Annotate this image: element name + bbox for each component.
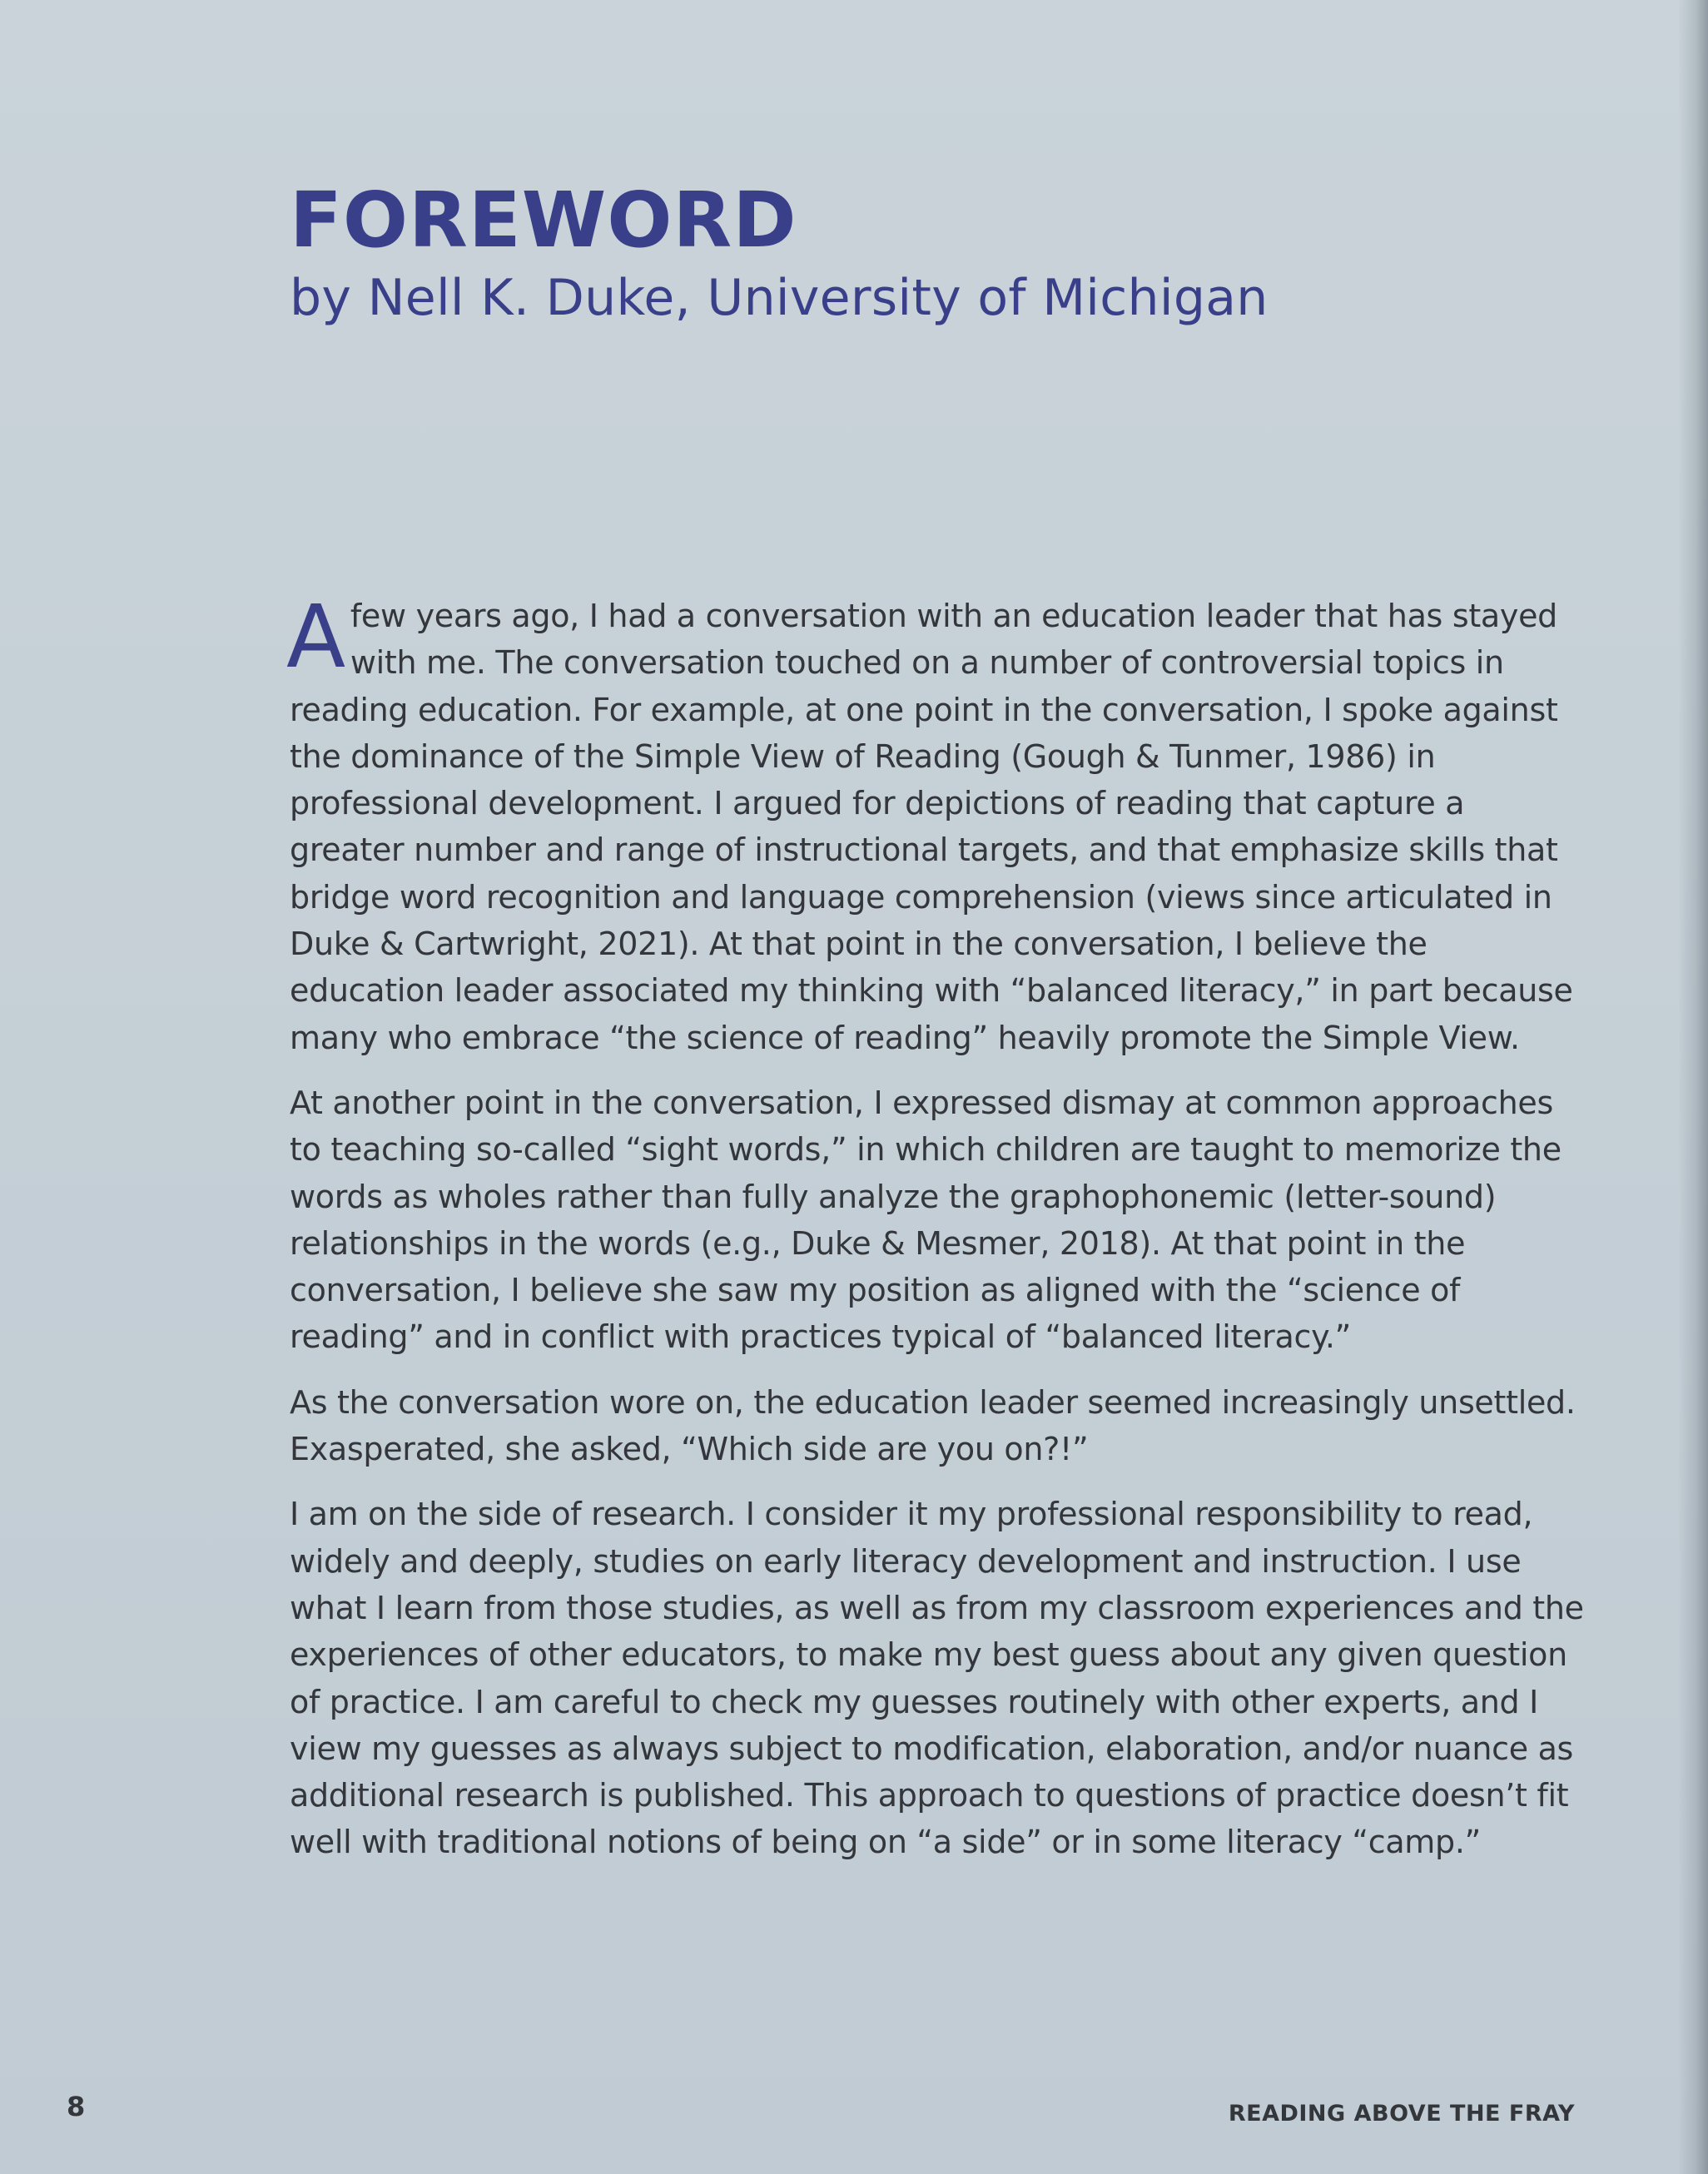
heading-block <box>290 175 1588 330</box>
paragraph-2: At another point in the conversation, I expressed dismay at common approaches to teaching so-called “sight words,” in which children are taught to memorize the words as wholes rather than fully analyze the graphophonemic (letter-sound) relationships in the words (e.g., Duke & Mesmer, 2018). At that point in the conversation, I believe she saw my position as aligned with the “science of reading” and in conflict with practices typical of “balanced literacy.” <box>290 1084 1562 1356</box>
paragraph-3: As the conversation wore on, the education leader seemed increasingly unsettled. Exasperated, she asked, “Which side are you on?!” <box>290 1383 1576 1468</box>
page-number: 8 <box>67 2091 86 2122</box>
byline: by Nell K. Duke, University of Michigan <box>290 269 1269 327</box>
running-footer-title: READING ABOVE THE FRAY <box>1228 2101 1575 2127</box>
page-title: FOREWORD <box>290 176 797 265</box>
paragraph-1-text: few years ago, I had a conversation with an education leader that has stayed with me. The conversation touched on a number of controversial topics in reading education. For example, at one point in the conversation, I spoke against the dominance of the Simple View of Reading (Gough & Tunmer, 1986) in professional development. I argued for depictions of reading that capture a greater number and range of instructional targets, and that emphasize skills that bridge word recognition and language comprehension (views since articulated in Duke & Cartwright, 2021). At that point in the conversation, I believe the education leader associated my thinking with “balanced literacy,” in part because many who embrace “the science of reading” heavily promote the Simple View. <box>290 598 1573 1056</box>
paragraph-4: I am on the side of research. I consider it my professional responsibility to read, widely and deeply, studies on early literacy development and instruction. I use what I learn from those studies, as well as from my classroom experiences and the experiences of other educators, to make my best guess about any given question of practice. I am careful to check my guesses routinely with other experts, and I view my guesses as always subject to modification, elaboration, and/or nuance as additional research is published. This approach to questions of practice doesn’t fit well with traditional notions of being on “a side” or in some literacy “camp.” <box>290 1496 1584 1861</box>
paragraph-1 <box>286 586 1588 1061</box>
body-text <box>286 586 1588 1884</box>
drop-cap: A <box>286 586 345 687</box>
page-edge-shadow <box>1678 0 1708 2174</box>
